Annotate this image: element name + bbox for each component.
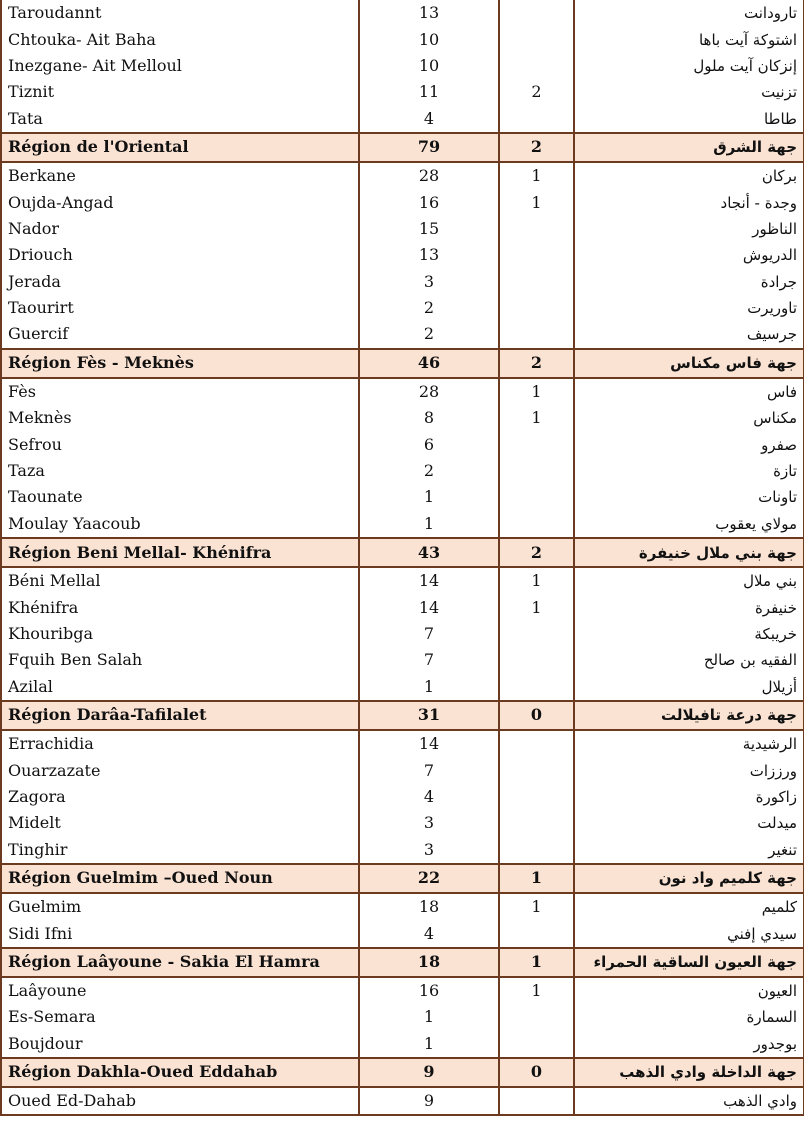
secondary-count-cell	[499, 216, 574, 242]
secondary-count-cell	[499, 1004, 574, 1030]
count-cell: 28	[359, 162, 499, 189]
count-cell: 2	[359, 458, 499, 484]
secondary-count-cell	[499, 621, 574, 647]
table-row	[1, 1087, 804, 1115]
count-cell: 4	[359, 784, 499, 810]
table-row	[1, 837, 804, 864]
count-cell: 10	[359, 26, 499, 52]
secondary-count-cell	[499, 484, 574, 510]
name-fr-cell: Jerada	[1, 269, 359, 295]
name-fr-cell: Guercif	[1, 321, 359, 348]
table-row	[1, 216, 804, 242]
secondary-count-cell	[499, 810, 574, 836]
secondary-count-cell	[499, 1031, 574, 1058]
count-cell: 43	[359, 538, 499, 567]
region-row	[1, 948, 804, 977]
secondary-count-cell: 1	[499, 864, 574, 893]
name-fr-cell: Région de l'Oriental	[1, 133, 359, 162]
count-cell: 1	[359, 484, 499, 510]
secondary-count-cell	[499, 458, 574, 484]
name-ar-cell: أزيلال	[574, 674, 804, 701]
secondary-count-cell: 1	[499, 378, 574, 405]
count-cell: 28	[359, 378, 499, 405]
name-fr-cell: Taza	[1, 458, 359, 484]
name-ar-cell: جهة فاس مكناس	[574, 349, 804, 378]
name-ar-cell: كلميم	[574, 893, 804, 920]
table-row	[1, 810, 804, 836]
name-fr-cell: Chtouka- Ait Baha	[1, 26, 359, 52]
count-cell: 22	[359, 864, 499, 893]
secondary-count-cell: 1	[499, 893, 574, 920]
name-fr-cell: Tiznit	[1, 79, 359, 105]
secondary-count-cell	[499, 26, 574, 52]
count-cell: 7	[359, 621, 499, 647]
secondary-count-cell: 1	[499, 567, 574, 594]
table-row	[1, 269, 804, 295]
table-row	[1, 189, 804, 215]
table-row	[1, 621, 804, 647]
region-row	[1, 701, 804, 730]
name-ar-cell: سيدي إفني	[574, 920, 804, 947]
table-row	[1, 893, 804, 920]
name-ar-cell: السمارة	[574, 1004, 804, 1030]
name-fr-cell: Région Guelmim –Oued Noun	[1, 864, 359, 893]
count-cell: 2	[359, 321, 499, 348]
table-row	[1, 79, 804, 105]
count-cell: 8	[359, 405, 499, 431]
table-row	[1, 26, 804, 52]
count-cell: 3	[359, 837, 499, 864]
name-ar-cell: جهة العيون الساقية الحمراء	[574, 948, 804, 977]
name-ar-cell: صفرو	[574, 431, 804, 457]
name-ar-cell: خنيفرة	[574, 594, 804, 620]
secondary-count-cell	[499, 53, 574, 79]
name-ar-cell: تزنيت	[574, 79, 804, 105]
count-cell: 4	[359, 920, 499, 947]
table-row	[1, 162, 804, 189]
region-row	[1, 864, 804, 893]
count-cell: 13	[359, 242, 499, 268]
table-row	[1, 295, 804, 321]
count-cell: 16	[359, 977, 499, 1004]
name-ar-cell: تنغير	[574, 837, 804, 864]
secondary-count-cell: 2	[499, 349, 574, 378]
name-ar-cell: اشتوكة آيت باها	[574, 26, 804, 52]
name-fr-cell: Errachidia	[1, 730, 359, 757]
count-cell: 14	[359, 594, 499, 620]
secondary-count-cell	[499, 757, 574, 783]
name-ar-cell: تاوريرت	[574, 295, 804, 321]
name-ar-cell: فاس	[574, 378, 804, 405]
secondary-count-cell: 2	[499, 79, 574, 105]
secondary-count-cell	[499, 269, 574, 295]
table-row	[1, 674, 804, 701]
secondary-count-cell	[499, 295, 574, 321]
region-row	[1, 1058, 804, 1087]
count-cell: 9	[359, 1058, 499, 1087]
count-cell: 3	[359, 269, 499, 295]
name-fr-cell: Khénifra	[1, 594, 359, 620]
secondary-count-cell: 0	[499, 1058, 574, 1087]
count-cell: 10	[359, 53, 499, 79]
secondary-count-cell	[499, 0, 574, 26]
name-ar-cell: الدريوش	[574, 242, 804, 268]
name-fr-cell: Laâyoune	[1, 977, 359, 1004]
name-ar-cell: وادي الذهب	[574, 1087, 804, 1115]
secondary-count-cell: 2	[499, 538, 574, 567]
table-row	[1, 321, 804, 348]
name-fr-cell: Es-Semara	[1, 1004, 359, 1030]
name-ar-cell: وجدة - أنجاد	[574, 189, 804, 215]
table-row	[1, 757, 804, 783]
name-fr-cell: Inezgane- Ait Melloul	[1, 53, 359, 79]
name-ar-cell: بوجدور	[574, 1031, 804, 1058]
count-cell: 13	[359, 0, 499, 26]
table-row	[1, 784, 804, 810]
name-fr-cell: Région Beni Mellal- Khénifra	[1, 538, 359, 567]
name-ar-cell: تارودانت	[574, 0, 804, 26]
secondary-count-cell	[499, 1087, 574, 1115]
secondary-count-cell	[499, 837, 574, 864]
table-row	[1, 511, 804, 538]
count-cell: 16	[359, 189, 499, 215]
table-row	[1, 242, 804, 268]
secondary-count-cell	[499, 431, 574, 457]
region-row	[1, 538, 804, 567]
table-row	[1, 53, 804, 79]
name-ar-cell: إنزكان آيت ملول	[574, 53, 804, 79]
name-ar-cell: الفقيه بن صالح	[574, 647, 804, 673]
secondary-count-cell	[499, 784, 574, 810]
table-row	[1, 0, 804, 26]
secondary-count-cell: 2	[499, 133, 574, 162]
name-ar-cell: جهة الشرق	[574, 133, 804, 162]
secondary-count-cell: 1	[499, 948, 574, 977]
name-ar-cell: جهة بني ملال خنيفرة	[574, 538, 804, 567]
secondary-count-cell: 0	[499, 701, 574, 730]
name-fr-cell: Sidi Ifni	[1, 920, 359, 947]
count-cell: 2	[359, 295, 499, 321]
table-row	[1, 730, 804, 757]
count-cell: 31	[359, 701, 499, 730]
name-ar-cell: زاكورة	[574, 784, 804, 810]
name-ar-cell: بني ملال	[574, 567, 804, 594]
name-ar-cell: بركان	[574, 162, 804, 189]
count-cell: 14	[359, 567, 499, 594]
secondary-count-cell	[499, 511, 574, 538]
table-row	[1, 1004, 804, 1030]
secondary-count-cell	[499, 674, 574, 701]
name-fr-cell: Driouch	[1, 242, 359, 268]
table-row	[1, 1031, 804, 1058]
name-ar-cell: الرشيدية	[574, 730, 804, 757]
secondary-count-cell: 1	[499, 405, 574, 431]
name-fr-cell: Oujda-Angad	[1, 189, 359, 215]
name-fr-cell: Région Dakhla-Oued Eddahab	[1, 1058, 359, 1087]
name-fr-cell: Ouarzazate	[1, 757, 359, 783]
name-fr-cell: Guelmim	[1, 893, 359, 920]
count-cell: 7	[359, 757, 499, 783]
table-row	[1, 567, 804, 594]
name-ar-cell: العيون	[574, 977, 804, 1004]
count-cell: 3	[359, 810, 499, 836]
name-fr-cell: Nador	[1, 216, 359, 242]
name-ar-cell: تاونات	[574, 484, 804, 510]
name-ar-cell: مكناس	[574, 405, 804, 431]
table-row	[1, 594, 804, 620]
name-fr-cell: Midelt	[1, 810, 359, 836]
count-cell: 1	[359, 1004, 499, 1030]
table-row	[1, 977, 804, 1004]
name-fr-cell: Fquih Ben Salah	[1, 647, 359, 673]
name-fr-cell: Boujdour	[1, 1031, 359, 1058]
name-fr-cell: Région Laâyoune - Sakia El Hamra	[1, 948, 359, 977]
name-ar-cell: تازة	[574, 458, 804, 484]
count-cell: 6	[359, 431, 499, 457]
name-fr-cell: Azilal	[1, 674, 359, 701]
name-fr-cell: Tinghir	[1, 837, 359, 864]
secondary-count-cell: 1	[499, 162, 574, 189]
table-row	[1, 484, 804, 510]
name-ar-cell: مولاي يعقوب	[574, 511, 804, 538]
name-ar-cell: ورززات	[574, 757, 804, 783]
count-cell: 11	[359, 79, 499, 105]
name-fr-cell: Khouribga	[1, 621, 359, 647]
name-ar-cell: الناظور	[574, 216, 804, 242]
region-row	[1, 349, 804, 378]
secondary-count-cell	[499, 242, 574, 268]
count-cell: 46	[359, 349, 499, 378]
count-cell: 14	[359, 730, 499, 757]
name-fr-cell: Taroudannt	[1, 0, 359, 26]
table-row	[1, 431, 804, 457]
name-fr-cell: Région Darâa-Tafilalet	[1, 701, 359, 730]
table-body	[1, 0, 804, 1115]
name-ar-cell: ميدلت	[574, 810, 804, 836]
name-ar-cell: جهة درعة تافيلالت	[574, 701, 804, 730]
secondary-count-cell	[499, 106, 574, 133]
secondary-count-cell	[499, 730, 574, 757]
name-fr-cell: Béni Mellal	[1, 567, 359, 594]
name-fr-cell: Berkane	[1, 162, 359, 189]
table-row	[1, 647, 804, 673]
name-ar-cell: جهة كلميم واد نون	[574, 864, 804, 893]
count-cell: 1	[359, 674, 499, 701]
name-ar-cell: جهة الداخلة وادي الذهب	[574, 1058, 804, 1087]
count-cell: 1	[359, 511, 499, 538]
name-fr-cell: Moulay Yaacoub	[1, 511, 359, 538]
name-fr-cell: Meknès	[1, 405, 359, 431]
table-row	[1, 378, 804, 405]
region-row	[1, 133, 804, 162]
name-fr-cell: Sefrou	[1, 431, 359, 457]
secondary-count-cell	[499, 920, 574, 947]
table-row	[1, 106, 804, 133]
count-cell: 7	[359, 647, 499, 673]
secondary-count-cell	[499, 647, 574, 673]
secondary-count-cell: 1	[499, 594, 574, 620]
name-fr-cell: Tata	[1, 106, 359, 133]
count-cell: 4	[359, 106, 499, 133]
count-cell: 79	[359, 133, 499, 162]
name-fr-cell: Taounate	[1, 484, 359, 510]
secondary-count-cell: 1	[499, 189, 574, 215]
name-fr-cell: Fès	[1, 378, 359, 405]
name-fr-cell: Oued Ed-Dahab	[1, 1087, 359, 1115]
table-row	[1, 458, 804, 484]
name-ar-cell: جرادة	[574, 269, 804, 295]
name-fr-cell: Taourirt	[1, 295, 359, 321]
count-cell: 18	[359, 893, 499, 920]
name-ar-cell: خريبكة	[574, 621, 804, 647]
table-row	[1, 405, 804, 431]
name-ar-cell: جرسيف	[574, 321, 804, 348]
count-cell: 9	[359, 1087, 499, 1115]
count-cell: 15	[359, 216, 499, 242]
secondary-count-cell: 1	[499, 977, 574, 1004]
name-fr-cell: Région Fès - Meknès	[1, 349, 359, 378]
table-row	[1, 920, 804, 947]
secondary-count-cell	[499, 321, 574, 348]
name-ar-cell: طاطا	[574, 106, 804, 133]
count-cell: 18	[359, 948, 499, 977]
count-cell: 1	[359, 1031, 499, 1058]
name-fr-cell: Zagora	[1, 784, 359, 810]
